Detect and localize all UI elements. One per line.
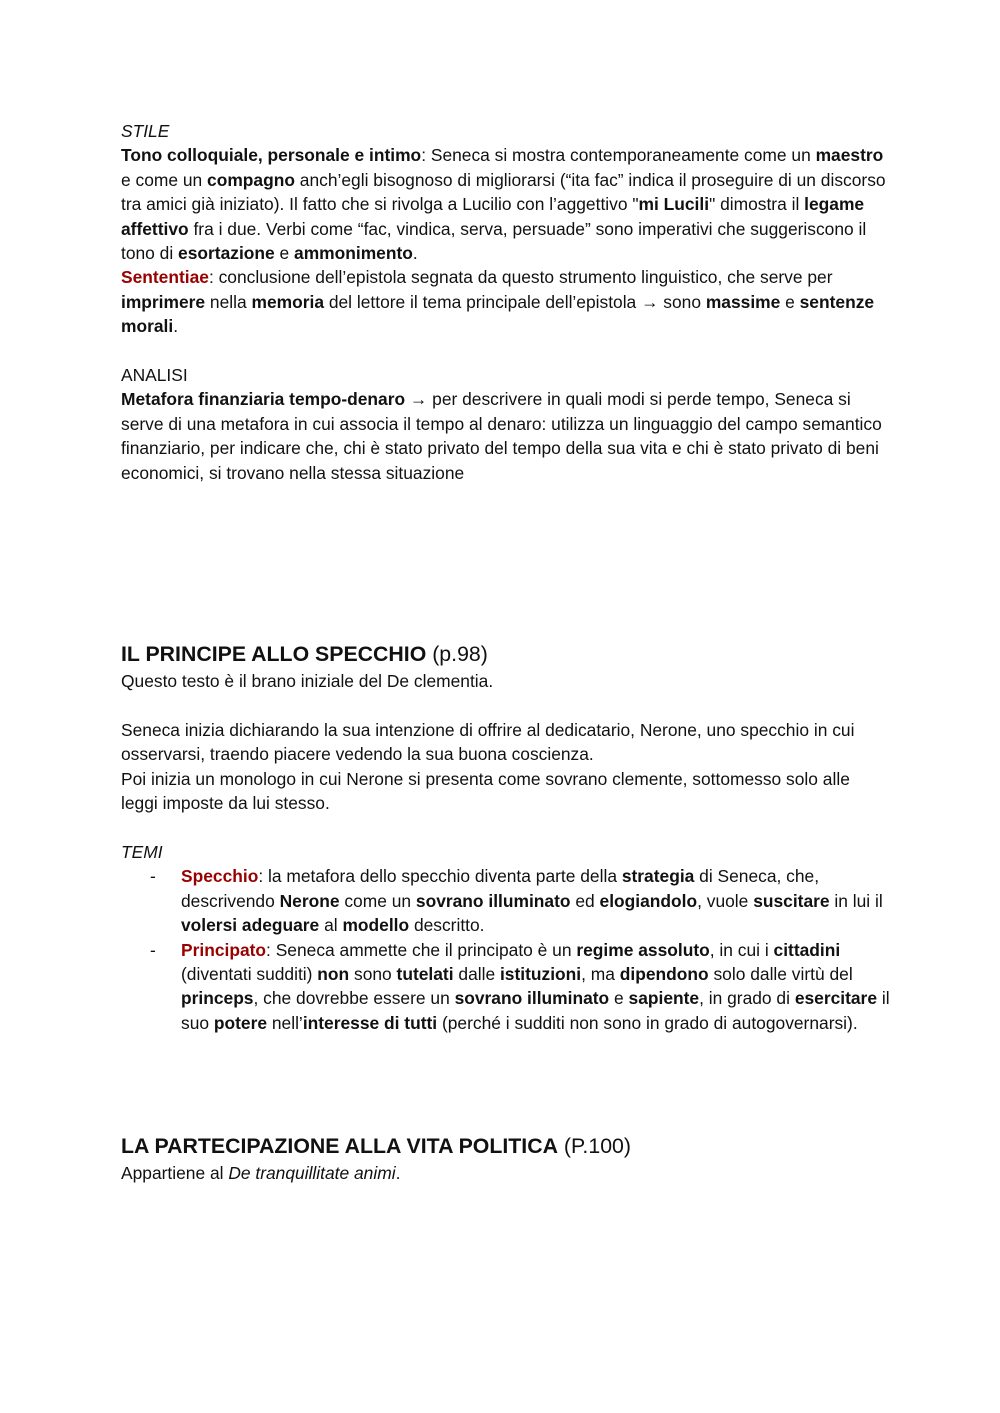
paragraph-principe-monologo: Poi inizia un monologo in cui Nerone si presenta come sovrano clemente, sottomesso solo alle leggi imposte da lui stesso. bbox=[121, 768, 850, 814]
paragraph-metafora: Metafora finanziaria tempo-denaro → per descrivere in quali modi si perde tempo, Seneca si serve di una metafora in cui associa il tempo al denaro: utilizza un linguaggio del campo semantico finanziario, per indicare che, chi è stato privato del tempo della sua vita e chi è stato privato di beni economici, si trovano nella stessa situazione bbox=[121, 389, 882, 483]
paragraph-tono: Tono colloquiale, personale e intimo: Seneca si mostra contemporaneamente come un maestro e come un compagno anch’egli bisognoso di migliorarsi (“ita fac” indica il proseguire di un discorso tra amici già iniziato). Il fatto che si rivolga a Lucilio con l’aggettivo "mi Lucili" dimostra il legame affettivo fra i due. Verbi come “fac, vindica, serva, persuade” sono imperativi che suggeriscono il tono di esortazione e ammonimento. bbox=[121, 145, 886, 264]
dash-bullet: - bbox=[150, 939, 156, 960]
paragraph-partecipazione-intro: Appartiene al De tranquillitate animi. bbox=[121, 1163, 401, 1184]
temi-list bbox=[121, 864, 891, 1035]
list-item-principato: - Principato: Seneca ammette che il principato è un regime assoluto, in cui i cittadini (diventati sudditi) non sono tutelati dalle istituzioni, ma dipendono solo dalle virtù del princeps, che dovrebbe essere un sovrano illuminato e sapiente, in grado di esercitare il suo potere nell’interesse di tutti (perché i sudditi non sono in grado di autogovernarsi). bbox=[150, 939, 890, 1033]
document-page bbox=[121, 119, 891, 1186]
heading-principe: IL PRINCIPE ALLO SPECCHIO (p.98) bbox=[121, 642, 488, 667]
heading-partecipazione: LA PARTECIPAZIONE ALLA VITA POLITICA (P.100) bbox=[121, 1134, 631, 1159]
paragraph-principe-intro: Questo testo è il brano iniziale del De clementia. bbox=[121, 671, 494, 692]
section-heading-analisi: ANALISI bbox=[121, 365, 188, 386]
dash-bullet: - bbox=[150, 866, 156, 887]
section-heading-temi: TEMI bbox=[121, 841, 163, 862]
paragraph-sententiae: Sententiae: conclusione dell’epistola segnata da questo strumento linguistico, che serve per imprimere nella memoria del lettore il tema principale dell’epistola → sono massime e sentenze morali. bbox=[121, 267, 875, 337]
list-item-specchio: - Specchio: la metafora dello specchio diventa parte della strategia di Seneca, che, descrivendo Nerone come un sovrano illuminato ed elogiandolo, vuole suscitare in lui il volersi adeguare al modello descritto. bbox=[150, 866, 883, 936]
paragraph-principe-seneca: Seneca inizia dichiarando la sua intenzione di offrire al dedicatario, Nerone, uno specchio in cui osservarsi, traendo piacere vedendo la sua buona coscienza. bbox=[121, 719, 855, 765]
section-heading-stile: STILE bbox=[121, 121, 170, 141]
